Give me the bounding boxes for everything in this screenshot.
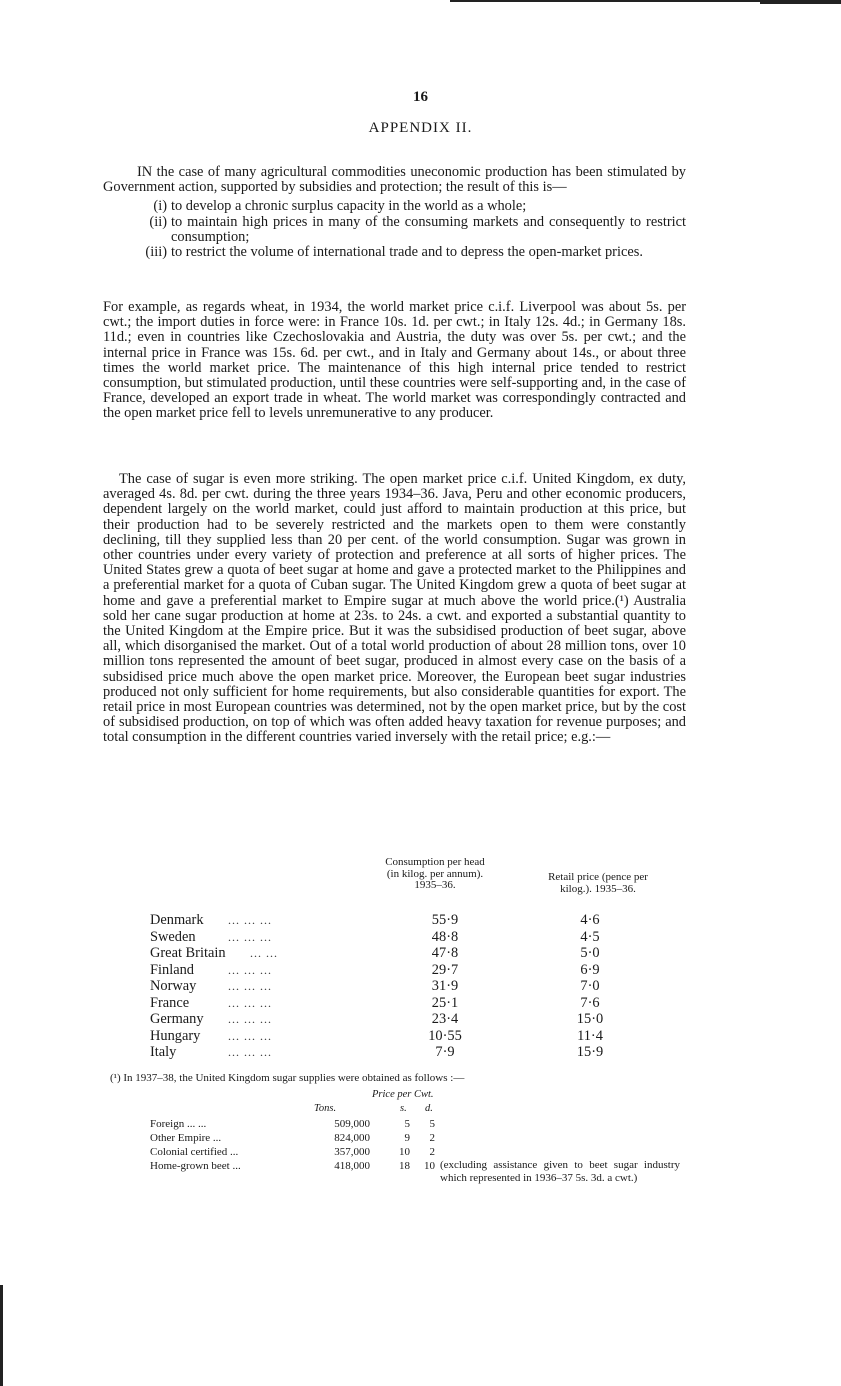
leader-dots: ... ... (250, 946, 278, 960)
supply-tons: 418,000 (334, 1160, 370, 1172)
consumption-value: 31·9 (431, 978, 459, 994)
supply-source: Other Empire ... (150, 1132, 222, 1144)
page-number: 16 (413, 89, 428, 105)
country-name: Norway (150, 978, 197, 994)
price-value: 7·0 (580, 978, 600, 994)
supply-source: Home-grown beet ... (150, 1160, 241, 1172)
price-value: 6·9 (580, 961, 600, 978)
country-name: Sweden (150, 928, 196, 945)
table-row (150, 1044, 650, 1061)
supply-shillings: 5 (404, 1118, 410, 1130)
country-name: Germany (150, 1011, 204, 1027)
top-rule-accent (760, 2, 841, 4)
list-item-number: (i) (153, 198, 167, 215)
intro-section (103, 165, 686, 260)
leader-dots: ... ... ... (228, 913, 272, 927)
consumption-value: 25·1 (431, 994, 459, 1011)
price-column-header: Retail price (pence per kilog.). 1935–36. (548, 871, 648, 895)
appendix-heading: APPENDIX II. (368, 120, 473, 136)
price-value: 5·0 (580, 945, 600, 961)
supply-pence: 10 (424, 1160, 435, 1172)
supply-source: Colonial certified ... (150, 1146, 239, 1158)
footnote-s-header: s. (400, 1103, 407, 1114)
table-row (150, 1028, 650, 1045)
footnote (110, 1072, 690, 1086)
supply-tons: 509,000 (334, 1118, 370, 1130)
table-row (150, 1131, 710, 1145)
wheat-paragraph: For example, as regards wheat, in 1934, the world market price c.i.f. Liverpool was about 5s. per cwt.; the import duties in force were: in France 10s. 1d. per cwt.; in Italy 12s. 4d.; in Germany 18s. 11d.; even in countries like Czechoslovakia and Austria, the duty was over 5s. per cwt.; and the internal price in France was 15s. 6d. per cwt., and in Italy and Germany about 14s., or about three times the world market price. The maintenance of this high internal price tended to restrict consumption, but stimulated production, until these countries were self-supporting and, in the case of France, developed an export trade in wheat. The world market was correspondingly contracted and the open market price fell to levels unremunerative to any producer. (103, 299, 686, 422)
footnote-price-header: Price per Cwt. (372, 1089, 434, 1100)
country-name: France (150, 994, 190, 1011)
footnote-d-header: d. (425, 1103, 433, 1114)
supply-pence: 2 (429, 1132, 435, 1144)
leader-dots: ... ... ... (228, 1012, 272, 1026)
consumption-value: 55·9 (431, 912, 459, 928)
supply-shillings: 18 (399, 1160, 410, 1172)
left-margin-mark (0, 1285, 3, 1386)
intro-paragraph: IN the case of many agricultural commodities uneconomic production has been stimulated by Government action, supported by subsidies and protection; the result of this is— (103, 164, 686, 196)
list-item-text: to restrict the volume of international trade and to depress the open-market prices. (171, 244, 643, 261)
price-value: 15·9 (576, 1044, 604, 1060)
consequences-list (103, 199, 686, 260)
country-name: Finland (150, 961, 194, 978)
leader-dots: ... ... ... (228, 929, 272, 944)
sugar-table (150, 912, 650, 1061)
sugar-section (103, 472, 686, 746)
consumption-value: 23·4 (431, 1011, 459, 1027)
supply-tons: 357,000 (334, 1146, 370, 1158)
leader-dots: ... ... ... (228, 979, 272, 993)
consumption-value: 29·7 (431, 961, 459, 978)
footnote-table (150, 1117, 710, 1184)
sugar-paragraph: The case of sugar is even more striking. The open market price c.i.f. United Kingdom, ex duty, averaged 4s. 8d. per cwt. during the three years 1934–36. Java, Peru and other economic producers, dependent largely on the world market, could just afford to maintain production at this price, but their production had to be severely restricted and the markets open to them were constantly declining, till they supplied less than 20 per cent. of the world consumption. Sugar was grown in other countries under every variety of protection and preference at all sorts of higher prices. The United States grew a quota of beet sugar at home and gave a protected market to the Philippines and a preferential market for a quota of Cuban sugar. The United Kingdom grew a quota of beet sugar at home and gave a preferential market to Empire sugar at much above the world price.(¹) Australia sold her cane sugar production at home at 23s. to 24s. a cwt. and exported a substantial quantity to the United Kingdom at the Empire price. But it was the subsidised production of beet sugar, above all, which disorganised the market. Out of a total world production of about 28 million tons, over 10 million tons represented the amount of beet sugar, produced in almost every case on the basis of a subsidised price much above the open market price. Moreover, the European beet sugar industries produced not only sufficient for home requirements, but also considerable quantities for export. The retail price in most European countries was determined, not by the open market price, but by the cost of subsidised production, on top of which was often added heavy taxation for revenue purposes; and total consumption in the different countries varied inversely with the retail price; e.g.:— (103, 471, 686, 746)
consumption-value: 47·8 (431, 945, 459, 961)
leader-dots: ... ... ... (228, 995, 272, 1010)
consumption-column-header: Consumption per head (in kilog. per annum). 1935–36. (385, 856, 485, 891)
consumption-value: 48·8 (431, 928, 459, 945)
table-row (150, 978, 650, 995)
list-item-number: (ii) (149, 213, 167, 230)
country-name: Italy (150, 1044, 177, 1060)
country-name: Hungary (150, 1027, 201, 1044)
list-item (103, 245, 686, 260)
leader-dots: ... ... ... (228, 1028, 272, 1043)
price-value: 4·5 (580, 928, 600, 945)
wheat-section (103, 300, 686, 422)
consumption-value: 10·55 (428, 1027, 462, 1044)
price-value: 15·0 (576, 1011, 604, 1027)
footnote-tons-header: Tons. (314, 1103, 337, 1114)
list-item (103, 215, 686, 245)
table-row (150, 1145, 710, 1159)
country-name: Denmark (150, 912, 204, 928)
country-name: Great Britain (150, 945, 226, 961)
supply-source: Foreign ... ... (150, 1118, 207, 1130)
supply-tons: 824,000 (334, 1132, 370, 1144)
supply-note: (excluding assistance given to beet sugar industry which represented in 1936–37 5s. 3d. a cwt.) (440, 1159, 680, 1184)
price-value: 11·4 (577, 1027, 603, 1044)
list-item-text: to develop a chronic surplus capacity in the world as a whole; (171, 198, 527, 215)
table-row (150, 1159, 710, 1184)
list-item-text: to maintain high prices in many of the consuming markets and consequently to restrict consumption; (171, 213, 686, 245)
table-row (150, 945, 650, 962)
table-row (150, 912, 650, 929)
supply-shillings: 9 (404, 1132, 410, 1144)
table-row (150, 1011, 650, 1028)
leader-dots: ... ... ... (228, 962, 272, 977)
table-row (150, 929, 650, 946)
list-item-number: (iii) (145, 244, 167, 261)
leader-dots: ... ... ... (228, 1045, 272, 1059)
price-value: 4·6 (580, 912, 600, 928)
supply-pence: 5 (429, 1118, 435, 1130)
table-row (150, 962, 650, 979)
supply-shillings: 10 (399, 1146, 410, 1158)
list-item (103, 199, 686, 214)
supply-pence: 2 (429, 1146, 435, 1158)
table-row (150, 1117, 710, 1131)
table-row (150, 995, 650, 1012)
consumption-value: 7·9 (435, 1044, 455, 1060)
footnote-intro: (¹) In 1937–38, the United Kingdom sugar supplies were obtained as follows :— (110, 1072, 465, 1084)
price-value: 7·6 (580, 994, 600, 1011)
